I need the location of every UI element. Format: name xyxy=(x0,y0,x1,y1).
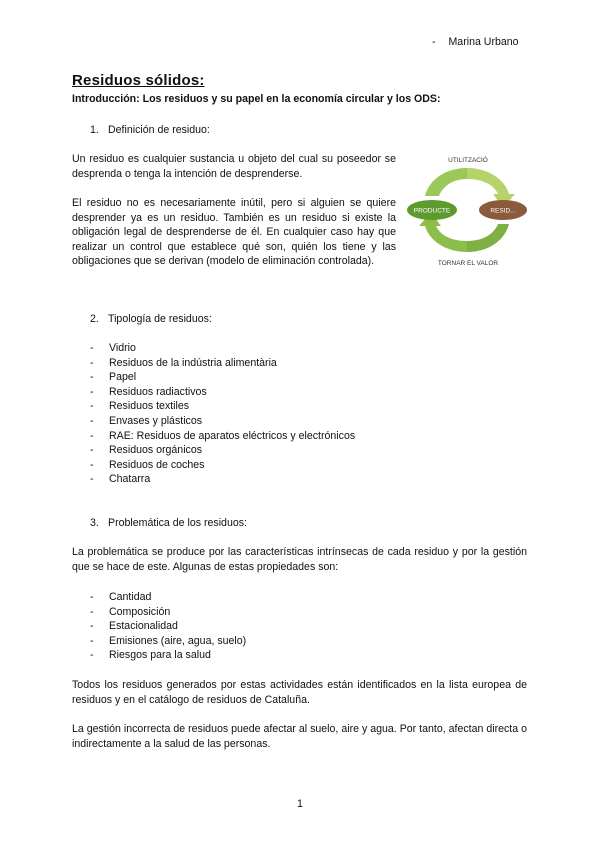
diagram-bottom-label: TORNAR EL VALOR xyxy=(437,260,499,267)
list-item: - Estacionalidad xyxy=(90,619,246,634)
section-1-paragraph-2: El residuo no es necesariamente inútil, pero si alguien se quiere desprender ya es un residuo. También es un residuo si existe la obligación legal de desprenderse de él. En cualquier caso hay que realizar un control que establece qué son, quién los tiene y las obligaciones que se derivan (modelo de eliminación controlada). xyxy=(72,197,396,268)
list-item: - Residuos de coches xyxy=(90,458,355,473)
list-item: - Riesgos para la salud xyxy=(90,648,246,663)
list-item: - Chatarra xyxy=(90,472,355,487)
author-header xyxy=(432,36,519,48)
section-1-paragraph-1: Un residuo es cualquier sustancia u objeto del cual su poseedor se desprenda o tenga la intención de desprenderse. xyxy=(72,153,396,180)
section-3-number: 3. xyxy=(90,517,99,529)
section-3-paragraph-1: La problemática se produce por las características intrínsecas de cada residuo y por la gestión que se hace de este. Algunas de estas propiedades son: xyxy=(72,546,527,573)
list-item: - Residuos de la indústria alimentària xyxy=(90,356,355,371)
header-dash: - xyxy=(432,36,436,48)
section-3-heading xyxy=(90,517,247,529)
diagram-left-label: PRODUCTE xyxy=(413,207,451,215)
list-item: - Cantidad xyxy=(90,590,246,605)
list-item: - Emisiones (aire, agua, suelo) xyxy=(90,634,246,649)
list-item: - Residuos textiles xyxy=(90,399,355,414)
section-1-title: Definición de residuo: xyxy=(108,124,210,136)
list-item: - Composición xyxy=(90,605,246,620)
document-subtitle: Introducción: Los residuos y su papel en la economía circular y los ODS: xyxy=(72,93,441,105)
section-1-heading xyxy=(90,124,210,136)
diagram-arc-top-left xyxy=(425,168,467,196)
section-2-number: 2. xyxy=(90,313,99,325)
page-number: 1 xyxy=(297,798,303,810)
section-2-heading xyxy=(90,313,212,325)
section-1-number: 1. xyxy=(90,124,99,136)
diagram-right-label: RESID... xyxy=(490,207,516,215)
section-3-paragraph-3: La gestión incorrecta de residuos puede afectar al suelo, aire y agua. Por tanto, afectan directa o indirectamente a la salud de las personas. xyxy=(72,723,527,750)
section-3-title: Problemática de los residuos: xyxy=(108,517,247,529)
diagram-top-label: UTILITZACIÓ xyxy=(448,157,488,164)
author-name: Marina Urbano xyxy=(448,36,519,48)
document-title: Residuos sólidos: xyxy=(72,72,205,89)
circular-economy-diagram xyxy=(405,152,531,270)
waste-types-list xyxy=(90,341,355,487)
list-item: - Vidrio xyxy=(90,341,355,356)
section-3-paragraph-2: Todos los residuos generados por estas actividades están identificados en la lista europea de residuos y en el catálogo de residuos de Cataluña. xyxy=(72,679,527,706)
list-item: - Residuos radiactivos xyxy=(90,385,355,400)
list-item: - RAE: Residuos de aparatos eléctricos y electrónicos xyxy=(90,429,355,444)
list-item: - Papel xyxy=(90,370,355,385)
list-item: - Envases y plásticos xyxy=(90,414,355,429)
section-2-title: Tipología de residuos: xyxy=(108,313,212,325)
diagram-arc-bottom-right xyxy=(467,224,509,252)
list-item: - Residuos orgánicos xyxy=(90,443,355,458)
properties-list xyxy=(90,590,246,663)
